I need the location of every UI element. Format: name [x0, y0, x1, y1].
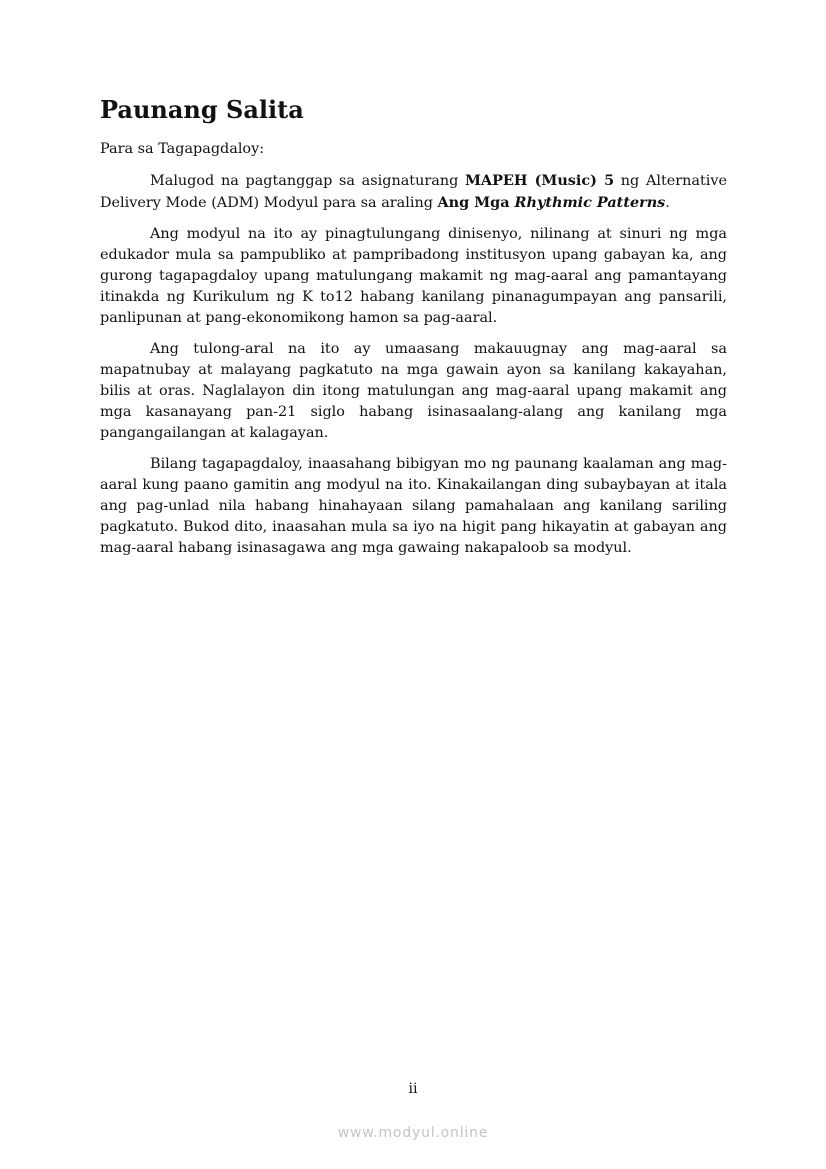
salutation: Para sa Tagapagdaloy: [100, 140, 265, 157]
subject-name: MAPEH (Music) 5 [465, 171, 615, 189]
paragraph-facilitator-role: Bilang tagapagdaloy, inaasahang bibigyan mo ng paunang kaalaman ang mag-aaral kung paano gamitin ang modyul na ito. Kinakailangan ding subaybayan at itala ang pag-unlad nila habang hinahayaan silang pamahalaan ang kanilang sariling pagkatuto. Bukod dito, inaasahan mula sa iyo na higit pang hikayatin at gabayan ang mag-aaral habang isinasagawa ang mga gawaing nakapaloob sa modyul. [100, 455, 727, 556]
paragraph-intro-period: . [665, 194, 670, 211]
lesson-title-prefix: Ang Mga [437, 193, 515, 211]
page-title: Paunang Salita [100, 95, 304, 124]
paragraph-intro [100, 170, 727, 214]
watermark: www.modyul.online [337, 1125, 489, 1141]
paragraph-learning-aid: Ang tulong-aral na ito ay umaasang makauugnay ang mag-aaral sa mapatnubay at malayang pagkatuto na mga gawain ayon sa kanilang kakayahan, bilis at oras. Naglalayon din itong matulungan ang mag-aaral upang makamit ang mga kasanayang pan-21 siglo habang isinasaalang-alang ang kanilang mga pangangailangan at kalagayan. [100, 340, 727, 441]
paragraph-intro-text-1: Malugod na pagtanggap sa asignaturang [150, 172, 465, 189]
lesson-title-italic: Rhythmic Patterns [514, 193, 666, 211]
paragraph-module-design: Ang modyul na ito ay pinagtulungang dinisenyo, nilinang at sinuri ng mga edukador mula sa pampubliko at pampribadong institusyon upang gabayan ka, ang gurong tagapagdaloy upang matulungang makamit ng mag-aaral ang pamantayang itinakda ng Kurikulum ng K to12 habang kanilang pinanagumpayan ang pansarili, panlipunan at pang-ekonomikong hamon sa pag-aaral. [100, 225, 727, 326]
document-body [100, 96, 727, 569]
page-number: ii [408, 1081, 418, 1097]
paragraph-intro-text-2: ng Alternative Delivery Mode (ADM) Modyul para sa araling [100, 172, 728, 211]
